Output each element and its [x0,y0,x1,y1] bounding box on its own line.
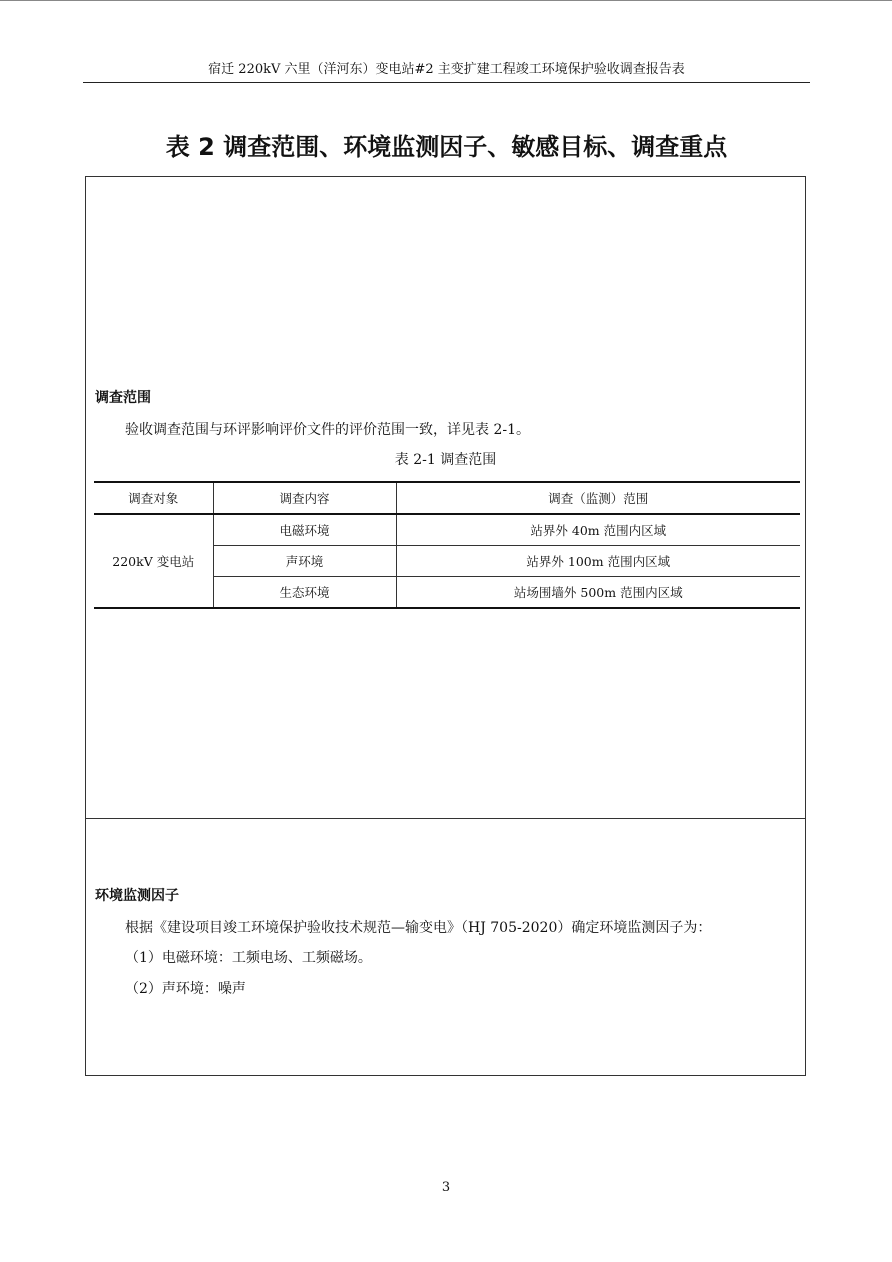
list-item: （2）声环境：噪声 [125,981,246,997]
page-number: 3 [441,1180,451,1195]
survey-object-cell: 220kV 变电站 [94,514,213,608]
column-header-content: 调查内容 [213,482,396,514]
page-title: 表 2 调查范围、环境监测因子、敏感目标、调查重点 [165,133,728,161]
survey-range-cell: 站界外 100m 范围内区域 [396,546,800,577]
list-item: （1）电磁环境：工频电场、工频磁场。 [125,950,372,966]
column-header-object: 调查对象 [94,482,213,514]
survey-content-cell: 生态环境 [213,577,396,609]
survey-content-cell: 电磁环境 [213,514,396,546]
survey-scope-heading: 调查范围 [95,390,151,406]
survey-range-cell: 站场围墙外 500m 范围内区域 [396,577,800,609]
header-rule [83,82,810,83]
monitoring-factors-section [85,818,806,1076]
survey-scope-paragraph: 验收调查范围与环评影响评价文件的评价范围一致，详见表 2-1。 [125,422,530,438]
survey-scope-section [85,176,806,819]
survey-range-cell: 站界外 40m 范围内区域 [396,514,800,546]
page-top-border [0,0,892,1]
monitoring-factors-paragraph: 根据《建设项目竣工环境保护验收技术规范—输变电》（HJ 705-2020）确定环境监测因子为： [125,920,712,936]
monitoring-factors-heading: 环境监测因子 [95,888,179,904]
running-header: 宿迁 220kV 六里（洋河东）变电站#2 主变扩建工程竣工环境保护验收调查报告表 [208,62,685,77]
table-header-row [94,482,800,514]
survey-scope-table [94,481,800,609]
table-caption: 表 2-1 调查范围 [394,452,497,468]
table-row [94,514,800,546]
column-header-range: 调查（监测）范围 [396,482,800,514]
survey-content-cell: 声环境 [213,546,396,577]
